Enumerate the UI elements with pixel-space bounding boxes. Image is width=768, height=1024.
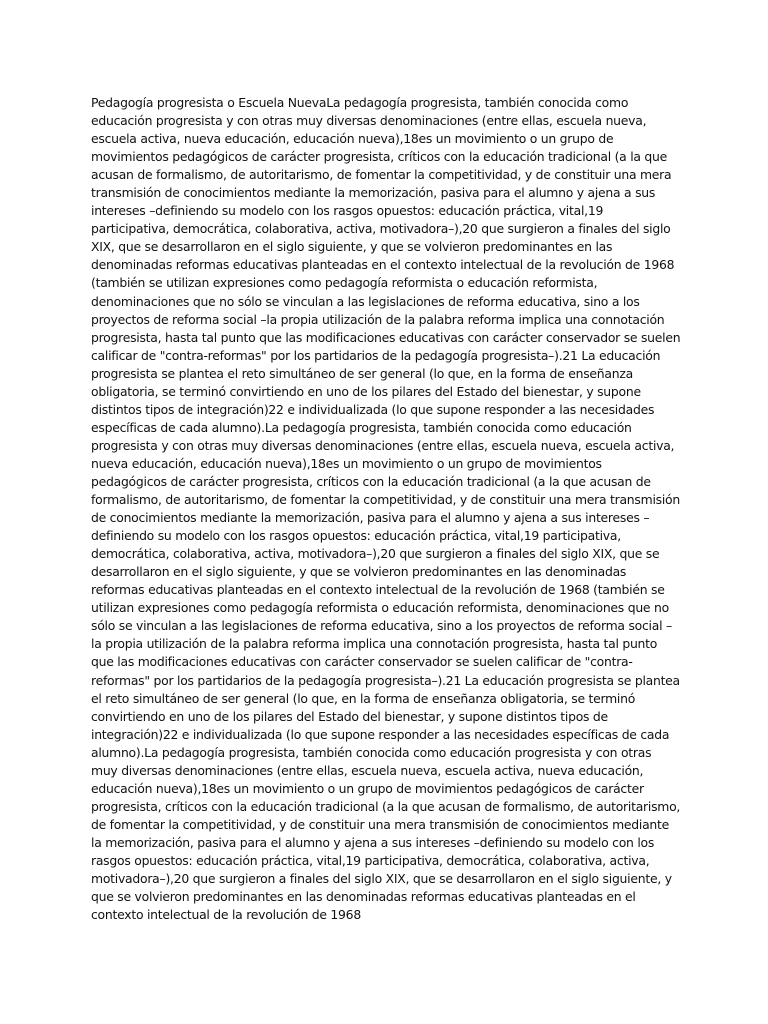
document-page: [91, 94, 681, 924]
body-paragraph: Pedagogía progresista o Escuela NuevaLa pedagogía progresista, también conocida como educación progresista y con otras muy diversas denominaciones (entre ellas, escuela nueva, escuela activa, nueva educación, educación nueva),18es un movimiento o un grupo de movimientos pedagógicos de carácter progresista, críticos con la educación tradicional (a la que acusan de formalismo, de autoritarismo, de fomentar la competitividad, y de constituir una mera transmisión de conocimientos mediante la memorización, pasiva para el alumno y ajena a sus intereses –definiendo su modelo con los rasgos opuestos: educación práctica, vital,19 participativa, democrática, colaborativa, activa, motivadora–),20 que surgieron a finales del siglo XIX, que se desarrollaron en el siglo siguiente, y que se volvieron predominantes en las denominadas reformas educativas planteadas en el contexto intelectual de la revolución de 1968 (también se utilizan expresiones como pedagogía reformista o educación reformista, denominaciones que no sólo se vinculan a las legislaciones de reforma educativa, sino a los proyectos de reforma social –la propia utilización de la palabra reforma implica una connotación progresista, hasta tal punto que las modificaciones educativas con carácter conservador se suelen calificar de "contra-reformas" por los partidarios de la pedagogía progresista–).21 La educación progresista se plantea el reto simultáneo de ser general (lo que, en la forma de enseñanza obligatoria, se terminó convirtiendo en uno de los pilares del Estado del bienestar, y supone distintos tipos de integración)22 e individualizada (lo que supone responder a las necesidades específicas de cada alumno).La pedagogía progresista, también conocida como educación progresista y con otras muy diversas denominaciones (entre ellas, escuela nueva, escuela activa, nueva educación, educación nueva),18es un movimiento o un grupo de movimientos pedagógicos de carácter progresista, críticos con la educación tradicional (a la que acusan de formalismo, de autoritarismo, de fomentar la competitividad, y de constituir una mera transmisión de conocimientos mediante la memorización, pasiva para el alumno y ajena a sus intereses –definiendo su modelo con los rasgos opuestos: educación práctica, vital,19 participativa, democrática, colaborativa, activa, motivadora–),20 que surgieron a finales del siglo XIX, que se desarrollaron en el siglo siguiente, y que se volvieron predominantes en las denominadas reformas educativas planteadas en el contexto intelectual de la revolución de 1968 (también se utilizan expresiones como pedagogía reformista o educación reformista, denominaciones que no sólo se vinculan a las legislaciones de reforma educativa, sino a los proyectos de reforma social –la propia utilización de la palabra reforma implica una connotación progresista, hasta tal punto que las modificaciones educativas con carácter conservador se suelen calificar de "contra-reformas" por los partidarios de la pedagogía progresista–).21 La educación progresista se plantea el reto simultáneo de ser general (lo que, en la forma de enseñanza obligatoria, se terminó convirtiendo en uno de los pilares del Estado del bienestar, y supone distintos tipos de integración)22 e individualizada (lo que supone responder a las necesidades específicas de cada alumno).La pedagogía progresista, también conocida como educación progresista y con otras muy diversas denominaciones (entre ellas, escuela nueva, escuela activa, nueva educación, educación nueva),18es un movimiento o un grupo de movimientos pedagógicos de carácter progresista, críticos con la educación tradicional (a la que acusan de formalismo, de autoritarismo, de fomentar la competitividad, y de constituir una mera transmisión de conocimientos mediante la memorización, pasiva para el alumno y ajena a sus intereses –definiendo su modelo con los rasgos opuestos: educación práctica, vital,19 participativa, democrática, colaborativa, activa, motivadora–),20 que surgieron a finales del siglo XIX, que se desarrollaron en el siglo siguiente, y que se volvieron predominantes en las denominadas reformas educativas planteadas en el contexto intelectual de la revolución de 1968: [91, 95, 681, 923]
